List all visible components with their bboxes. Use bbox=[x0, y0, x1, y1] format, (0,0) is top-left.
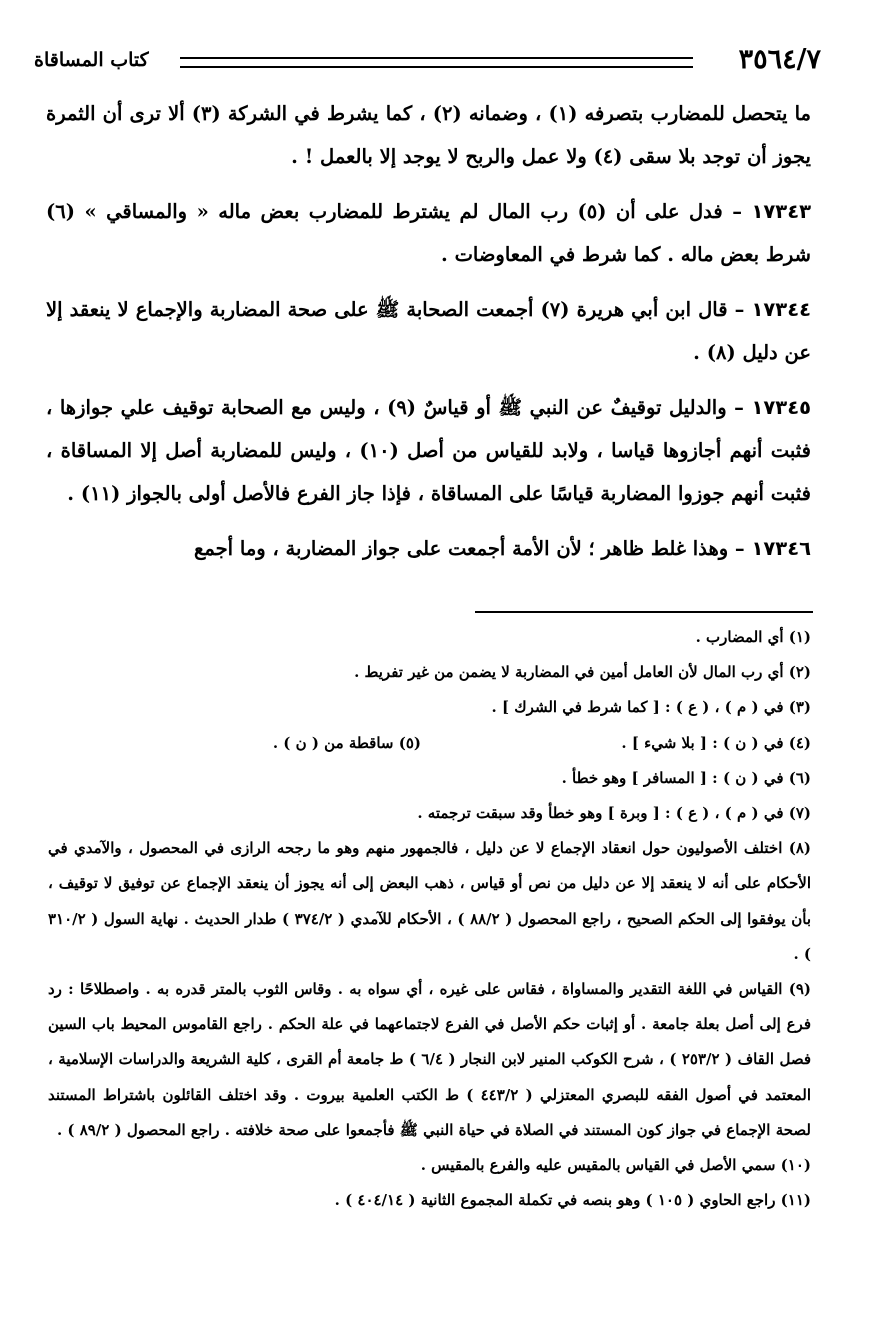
footnote: (١٠) سمي الأصل في القياس بالمقيس عليه والفرع بالمقيس . bbox=[420, 1156, 811, 1175]
footnote-separator bbox=[475, 611, 813, 613]
paragraph bbox=[46, 527, 811, 570]
footnote: (٦) في ( ن ) : [ المسافر ] وهو خطأ . bbox=[561, 768, 811, 787]
header-rule bbox=[180, 57, 693, 68]
book-title: كتاب المساقاة bbox=[34, 49, 149, 71]
footnote: (٥) ساقطة من ( ن ) . bbox=[272, 733, 421, 752]
paragraph bbox=[46, 386, 811, 515]
paragraph-number: ١٧٣٤٦ bbox=[751, 537, 811, 560]
paragraph-text: – قال ابن أبي هريرة (٧) أجمعت الصحابة ﷺ على صحة المضاربة والإجماع لا ينعقد إلا عن دليل (٨) . bbox=[46, 298, 811, 364]
footnote: (٩) القياس في اللغة التقدير والمساواة ، فقاس على غيره ، أي سواه به . وقاس الثوب بالمتر قدره به . واصطلاحًا : رد فرع إلى أصل بعلة جامعة . أو إثبات حكم الأصل في الفرع لاجتماعهما في علة الحكم . راجع القاموس المحيط باب السين فصل القاف ( ٢٥٣/٢ ) ، شرح الكوكب المنير لابن النجار ( ٦/٤ ) ط جامعة أم القرى ، كلية الشريعة والدراسات الإسلامية ، المعتمد في أصول الفقه للبصري المعتزلي ( ٤٤٣/٢ ) ط الكتب العلمية بيروت . وقد اختلف القائلون باشتراط المستند لصحة الإجماع في جواز كون المستند في الصلاة في حياة النبي ﷺ فأجمعوا على صحة خلافته . راجع المحصول ( ٨٩/٢ ) . bbox=[48, 980, 811, 1139]
paragraph-text: – وهذا غلط ظاهر ؛ لأن الأمة أجمعت على جواز المضاربة ، وما أجمع bbox=[193, 537, 752, 560]
paragraph-text: ما يتحصل للمضارب بتصرفه (١) ، وضمانه (٢) ، كما يشرط في الشركة (٣) ألا ترى أن الثمرة يجوز أن توجد بلا سقى (٤) ولا عمل والربح لا يوجد إلا بالعمل ! . bbox=[46, 102, 811, 168]
paragraph-number: ١٧٣٤٤ bbox=[751, 298, 812, 321]
main-text bbox=[46, 92, 811, 582]
footnote: (٨) اختلف الأصوليون حول انعقاد الإجماع لا عن دليل ، فالجمهور منهم وهو ما رجحه الرازى في المحصول ، والآمدي في الأحكام على أنه لا ينعقد إلا عن دليل من نص أو قياس ، ذهب البعض إلى أنه يجوز أن ينعقد الإجماع عن توفيق لا توقيف ، بأن يوفقوا إلى الحكم الصحيح ، راجع المحصول ( ٨٨/٢ ) ، الأحكام للآمدي ( ٣٧٤/٢ ) طدار الحديث . نهاية السول ( ٣١٠/٢ ) . bbox=[48, 839, 811, 963]
paragraph bbox=[46, 92, 811, 178]
footnote-row bbox=[48, 726, 811, 761]
paragraph-number: ١٧٣٤٣ bbox=[751, 200, 811, 223]
footnote: (١١) راجع الحاوي ( ١٠٥ ) وهو بنصه في تكملة المجموع الثانية ( ٤٠٤/١٤ ) . bbox=[334, 1191, 811, 1210]
footnote: (٢) أي رب المال لأن العامل أمين في المضاربة لا يضمن من غير تفريط . bbox=[354, 663, 811, 682]
paragraph bbox=[46, 288, 811, 374]
footnote: (٧) في ( م ) ، ( ع ) : [ وبرة ] وهو خطأ وقد سبقت ترجمته . bbox=[417, 804, 811, 823]
paragraph-number: ١٧٣٤٥ bbox=[751, 396, 812, 419]
footnote: (١) أي المضارب . bbox=[695, 628, 811, 646]
footnote: (٣) في ( م ) ، ( ع ) : [ كما شرط في الشرك ] . bbox=[491, 698, 811, 717]
paragraph-text: – والدليل توقيفٌ عن النبي ﷺ أو قياسٌ (٩) ، وليس مع الصحابة توقيف علي جوازها ، فثبت أنهم أجازوها قياسا ، ولابد للقياس من أصل (١٠) ، وليس للمضاربة أصل إلا المساقاة ، فثبت أنهم جوزوا المضاربة قياسًا على المساقاة ، فإذا جاز الفرع فالأصل أولى بالجواز (١١) . bbox=[46, 396, 811, 505]
page-header bbox=[34, 40, 821, 80]
paragraph bbox=[46, 190, 811, 276]
footnotes bbox=[48, 620, 811, 1218]
page-number: ٣٥٦٤/٧ bbox=[738, 44, 821, 75]
paragraph-text: – فدل على أن (٥) رب المال لم يشترط للمضارب بعض ماله « والمساقي » (٦) شرط بعض ماله . كما شرط في المعاوضات . bbox=[46, 200, 811, 266]
footnote: (٤) في ( ن ) : [ بلا شيء ] . bbox=[621, 733, 811, 752]
